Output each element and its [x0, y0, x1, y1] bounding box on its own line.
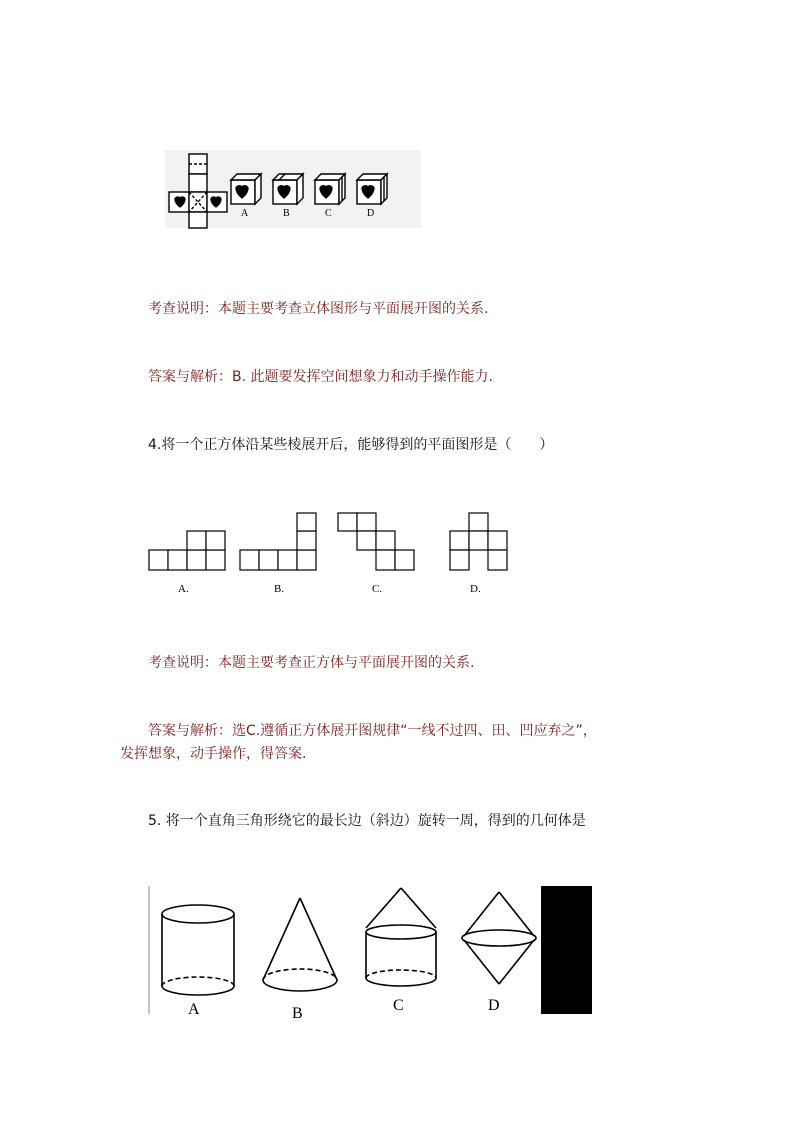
- q5-option-label-a: A: [188, 1001, 200, 1018]
- q4-option-label-d: D.: [470, 583, 481, 595]
- q4-option-label-a: A.: [178, 583, 189, 595]
- black-block: [541, 886, 592, 1014]
- cube-option-b: [273, 174, 303, 204]
- net-option-b: [240, 513, 316, 570]
- q3-option-label-c: C: [325, 208, 332, 219]
- solid-option-a-cylinder: [162, 905, 234, 995]
- q5-option-label-d: D: [488, 997, 500, 1014]
- q3-option-label-a: A: [241, 208, 249, 219]
- q4-explanation: 考查说明：本题主要考查正方体与平面展开图的关系.: [148, 655, 475, 671]
- net-option-d: [450, 513, 507, 570]
- q4-option-label-b: B.: [274, 583, 285, 595]
- net-option-a: [149, 531, 225, 570]
- q3-explanation: 考查说明：本题主要考查立体图形与平面展开图的关系.: [148, 301, 489, 317]
- solid-option-d-double-cone: [462, 892, 536, 984]
- net-option-c: [338, 513, 414, 570]
- cube-option-d: [357, 174, 387, 204]
- cube-option-a: [231, 174, 261, 204]
- q3-option-label-b: B: [283, 208, 290, 219]
- q4-option-label-c: C.: [372, 583, 383, 595]
- q4-answer-line-1: 答案与解析：选C.遵循正方体展开图规律“一线不过四、田、凹应弃之”，: [148, 723, 597, 739]
- q5-question: 5. 将一个直角三角形绕它的最长边（斜边）旋转一周，得到的几何体是: [148, 813, 586, 829]
- solid-option-c-cone-on-cylinder: [366, 888, 436, 986]
- q3-figure: [165, 150, 425, 230]
- q3-option-label-d: D: [367, 208, 375, 219]
- q5-option-label-b: B: [292, 1005, 303, 1022]
- q3-answer: 答案与解析：B. 此题要发挥空间想象力和动手操作能力.: [148, 369, 493, 385]
- cube-option-c: [315, 174, 345, 204]
- q4-answer-line-2: 发挥想象，动手操作，得答案.: [120, 746, 307, 762]
- solid-option-b-cone: [263, 898, 337, 991]
- q4-question: 4.将一个正方体沿某些棱展开后，能够得到的平面图形是（ ）: [148, 437, 554, 453]
- q5-option-label-c: C: [393, 997, 404, 1014]
- q5-figure: [148, 884, 598, 1022]
- q4-figure: [148, 510, 528, 600]
